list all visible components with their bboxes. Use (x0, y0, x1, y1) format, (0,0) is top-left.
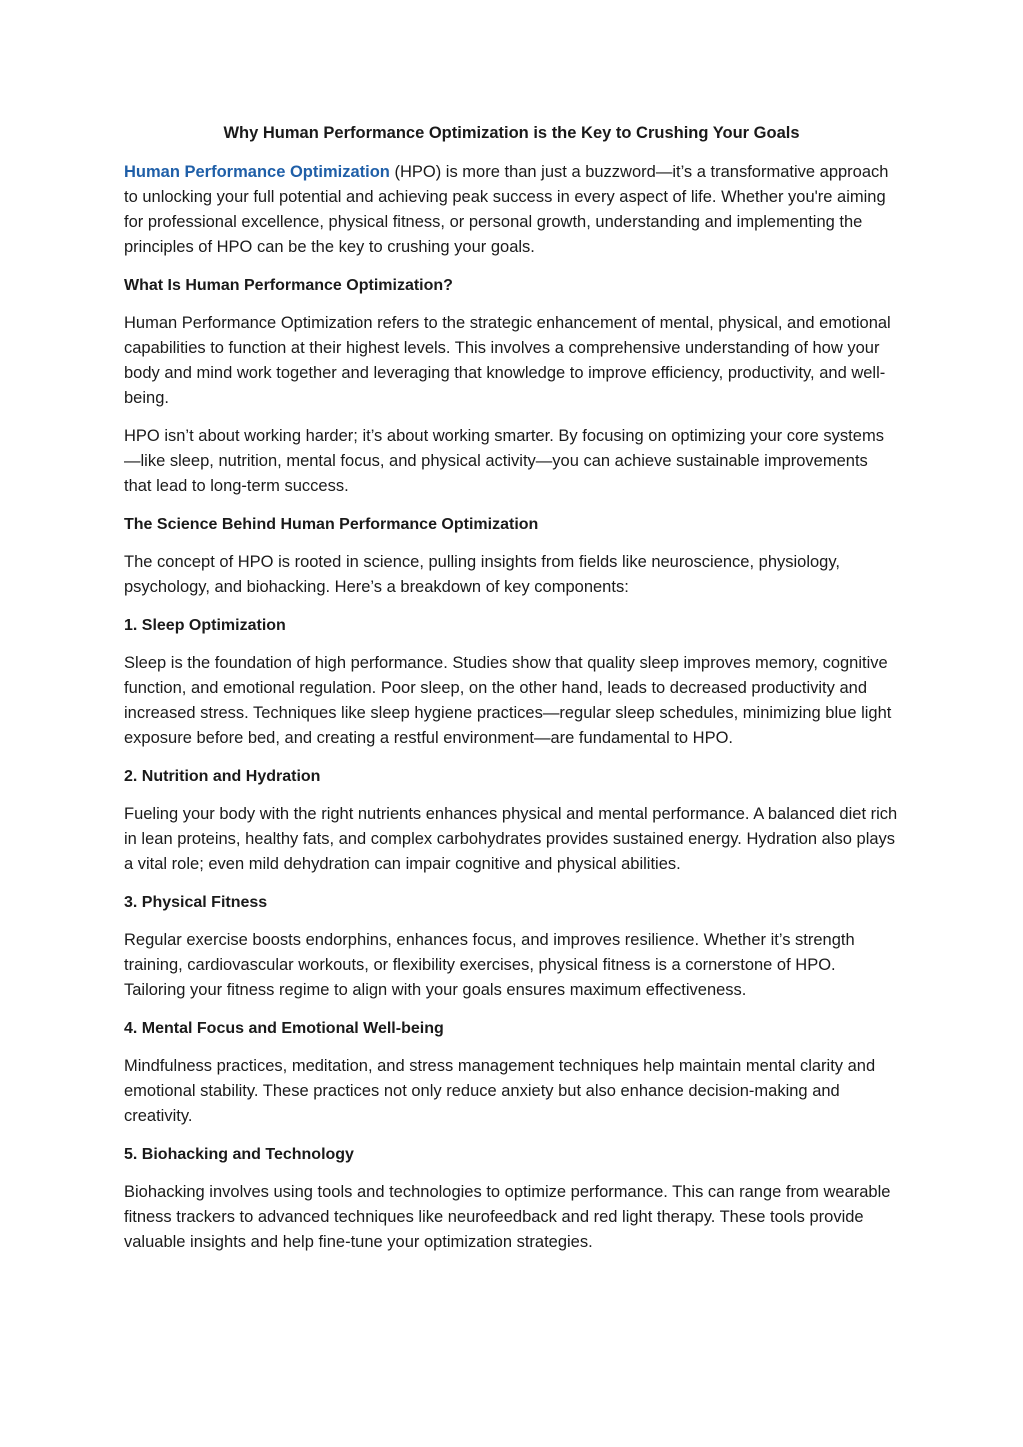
component-text-nutrition: Fueling your body with the right nutrients enhances physical and mental performance. A balanced diet rich in lean proteins, healthy fats, and complex carbohydrates provides sustained energy. Hydration also plays a vital role; even mild dehydration can impair cognitive and physical abilities. (124, 805, 898, 873)
document-page (124, 121, 899, 1268)
paragraph-science: The concept of HPO is rooted in science, pulling insights from fields like neuroscience, physiology, psychology, and biohacking. Here’s a breakdown of key components: (124, 553, 840, 596)
component-text-biohacking: Biohacking involves using tools and technologies to optimize performance. This can range from wearable fitness trackers to advanced techniques like neurofeedback and red light therapy. These tools provide valuable insights and help fine-tune your optimization strategies. (124, 1183, 891, 1251)
intro-paragraph (124, 160, 899, 260)
component-text-sleep: Sleep is the foundation of high performance. Studies show that quality sleep improves memory, cognitive function, and emotional regulation. Poor sleep, on the other hand, leads to decreased productivity and increased stress. Techniques like sleep hygiene practices—regular sleep schedules, minimizing blue light exposure before bed, and creating a restful environment—are fundamental to HPO. (124, 654, 892, 747)
component-heading-fitness: 3. Physical Fitness (124, 894, 268, 911)
intro-text: (HPO) is more than just a buzzword—it’s a transformative approach to unlocking your full potential and achieving peak success in every aspect of life. Whether you're aiming for professional excellence, physical fitness, or personal growth, understanding and implementing the principles of HPO can be the key to crushing your goals. (124, 163, 889, 256)
component-heading-nutrition: 2. Nutrition and Hydration (124, 768, 321, 785)
document-title: Why Human Performance Optimization is the Key to Crushing Your Goals (223, 124, 800, 142)
hpo-link[interactable]: Human Performance Optimization (124, 163, 390, 181)
component-heading-biohacking: 5. Biohacking and Technology (124, 1146, 354, 1163)
section-heading-science: The Science Behind Human Performance Optimization (124, 516, 539, 533)
paragraph-what-2: HPO isn’t about working harder; it’s about working smarter. By focusing on optimizing your core systems—like sleep, nutrition, mental focus, and physical activity—you can achieve sustainable improvements that lead to long-term success. (124, 427, 884, 495)
component-heading-sleep: 1. Sleep Optimization (124, 617, 286, 634)
component-heading-mental: 4. Mental Focus and Emotional Well-being (124, 1020, 444, 1037)
paragraph-what-1: Human Performance Optimization refers to the strategic enhancement of mental, physical, and emotional capabilities to function at their highest levels. This involves a comprehensive understanding of how your body and mind work together and leveraging that knowledge to improve efficiency, productivity, and well-being. (124, 314, 891, 407)
component-text-fitness: Regular exercise boosts endorphins, enhances focus, and improves resilience. Whether it’s strength training, cardiovascular workouts, or flexibility exercises, physical fitness is a cornerstone of HPO. Tailoring your fitness regime to align with your goals ensures maximum effectiveness. (124, 931, 855, 999)
section-heading-what: What Is Human Performance Optimization? (124, 277, 453, 294)
component-text-mental: Mindfulness practices, meditation, and stress management techniques help maintain mental clarity and emotional stability. These practices not only reduce anxiety but also enhance decision-making and creativity. (124, 1057, 876, 1125)
